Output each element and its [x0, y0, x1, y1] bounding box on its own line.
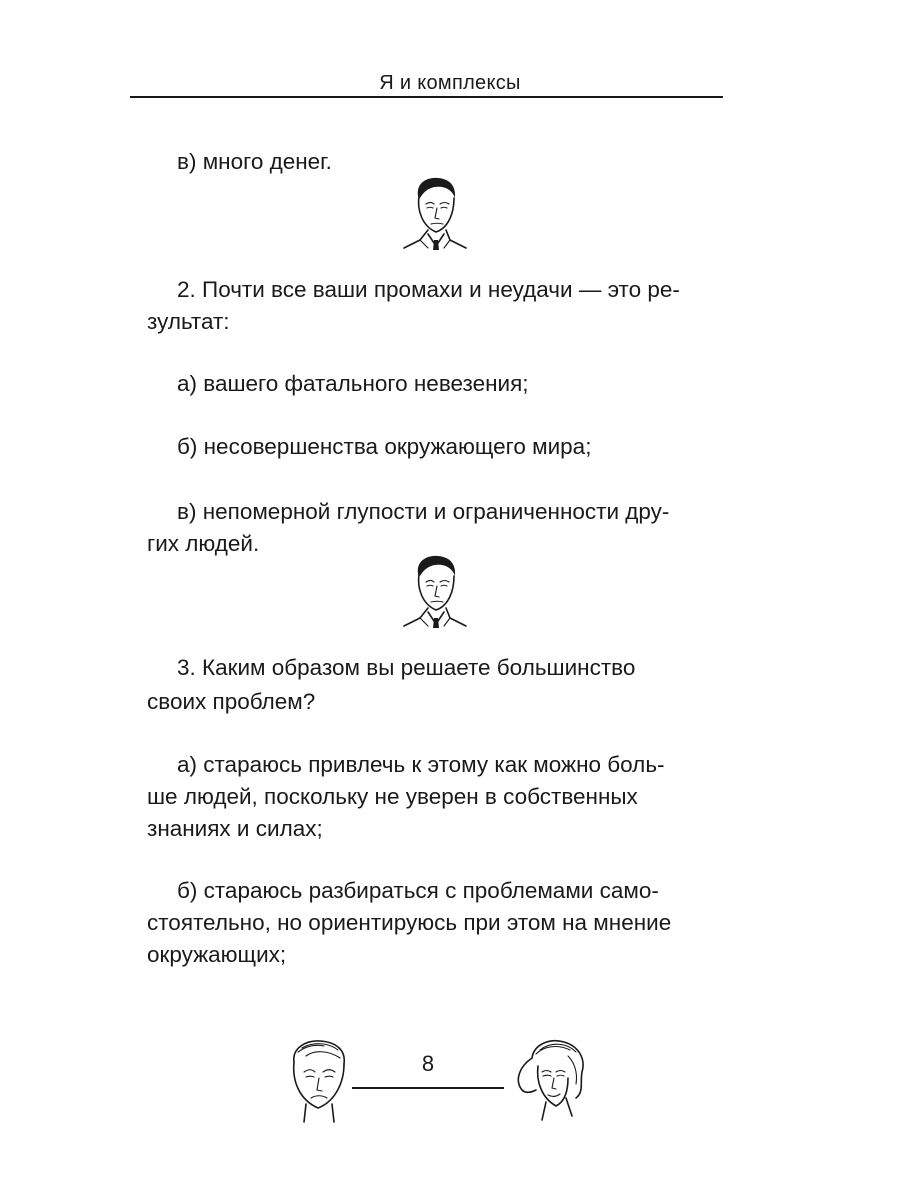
question-3-option-b-line-2: стоятельно, но ориентируюсь при этом на мнение — [147, 910, 672, 935]
sad-man-face-icon — [284, 1038, 356, 1124]
woman-face-icon — [510, 1036, 592, 1122]
question-2-option-c-line-1: в) непомерной глупости и ограниченности дру- — [177, 499, 670, 524]
page-number: 8 — [421, 1051, 435, 1076]
man-face-icon — [398, 552, 470, 632]
question-3-option-b-line-1: б) стараюсь разбираться с проблемами само- — [177, 878, 659, 903]
question-2-line-1: 2. Почти все ваши промахи и неудачи — это ре- — [177, 277, 680, 302]
question-3-option-a-line-3: знаниях и силах; — [147, 816, 323, 841]
header-rule — [130, 96, 723, 98]
question-2-option-c-line-2: гих людей. — [147, 531, 260, 556]
footer-rule — [352, 1087, 504, 1089]
question-2-option-b: б) несовершенства окружающего мира; — [177, 434, 592, 459]
question-3-option-a-line-1: а) стараюсь привлечь к этому как можно боль- — [177, 752, 665, 777]
question-3-option-b-line-3: окружающих; — [147, 942, 287, 967]
question-3-line-1: 3. Каким образом вы решаете большинство — [177, 655, 636, 680]
question-2-line-2: зультат: — [147, 309, 230, 334]
running-header-title: Я и комплексы — [379, 72, 521, 94]
question-3-line-2: своих проблем? — [147, 689, 316, 714]
question-2-option-a: а) вашего фатального невезения; — [177, 371, 529, 396]
man-face-icon — [398, 174, 470, 254]
question-3-option-a-line-2: ше людей, поскольку не уверен в собственных — [147, 784, 638, 809]
answer-option-c-prev: в) много денег. — [177, 149, 332, 174]
